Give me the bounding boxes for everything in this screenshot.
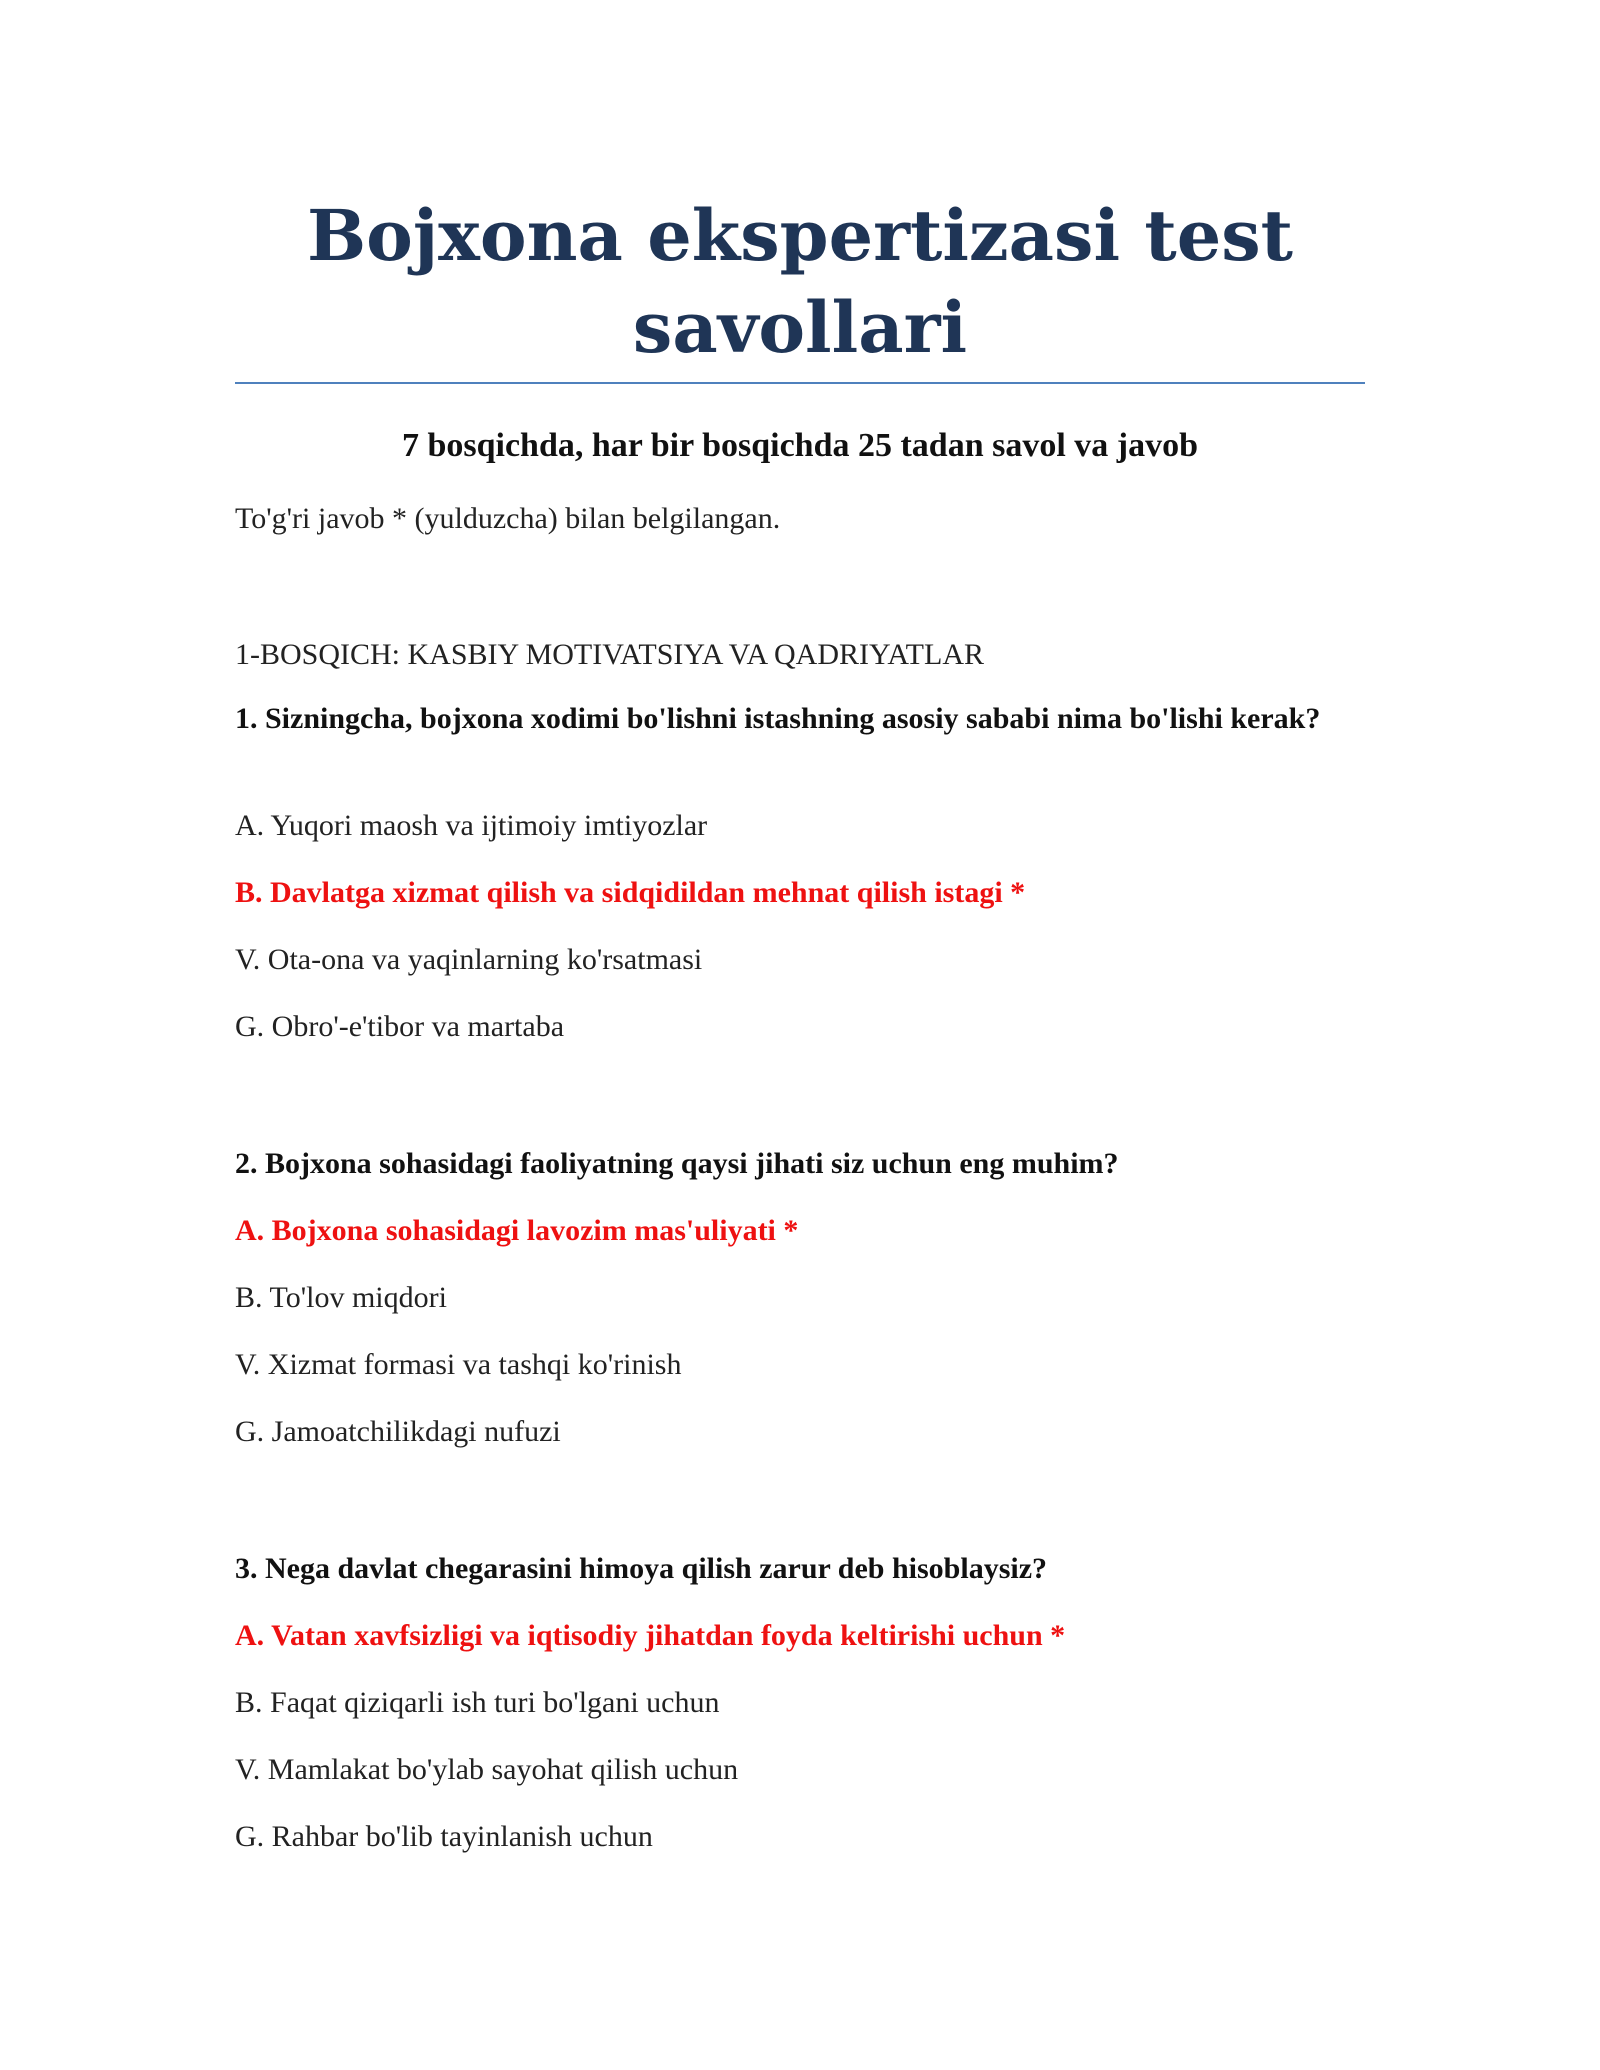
option-b: B. Faqat qiziqarli ish turi bo'lgani uchun	[235, 1686, 720, 1719]
option-b-correct: B. Davlatga xizmat qilish va sidqidildan mehnat qilish istagi *	[235, 876, 1026, 909]
question-1	[235, 698, 1365, 1078]
option-v: V. Xizmat formasi va tashqi ko'rinish	[235, 1348, 682, 1381]
document-title: Bojxona ekspertizasi test savollari	[306, 194, 1294, 369]
option-b: B. To'lov miqdori	[235, 1281, 447, 1314]
question-2	[235, 1143, 1365, 1473]
question-text: 3. Nega davlat chegarasini himoya qilish zarur deb hisoblaysiz?	[235, 1552, 1048, 1585]
question-3	[235, 1548, 1365, 1878]
section-heading: 1-BOSQICH: KASBIY MOTIVATSIYA VA QADRIYATLAR	[235, 638, 984, 671]
option-a-correct: A. Bojxona sohasidagi lavozim mas'uliyati *	[235, 1214, 799, 1247]
document-page	[235, 0, 1365, 2070]
option-v: V. Ota-ona va yaqinlarning ko'rsatmasi	[235, 943, 703, 976]
option-a: A. Yuqori maosh va ijtimoiy imtiyozlar	[235, 809, 708, 842]
option-v: V. Mamlakat bo'ylab sayohat qilish uchun	[235, 1753, 739, 1786]
document-subtitle: 7 bosqichda, har bir bosqichda 25 tadan savol va javob	[401, 427, 1199, 464]
question-text: 2. Bojxona sohasidagi faoliyatning qaysi jihati siz uchun eng muhim?	[235, 1147, 1119, 1180]
option-g: G. Rahbar bo'lib tayinlanish uchun	[235, 1820, 653, 1853]
option-a-correct: A. Vatan xavfsizligi va iqtisodiy jihatdan foyda keltirishi uchun *	[235, 1619, 1066, 1652]
title-divider	[235, 382, 1365, 384]
option-g: G. Obro'-e'tibor va martaba	[235, 1010, 565, 1043]
answer-key-note: To'g'ri javob * (yulduzcha) bilan belgilangan.	[235, 502, 781, 535]
question-text: 1. Sizningcha, bojxona xodimi bo'lishni istashning asosiy sababi nima bo'lishi kerak?	[235, 702, 1321, 735]
option-g: G. Jamoatchilikdagi nufuzi	[235, 1415, 561, 1448]
